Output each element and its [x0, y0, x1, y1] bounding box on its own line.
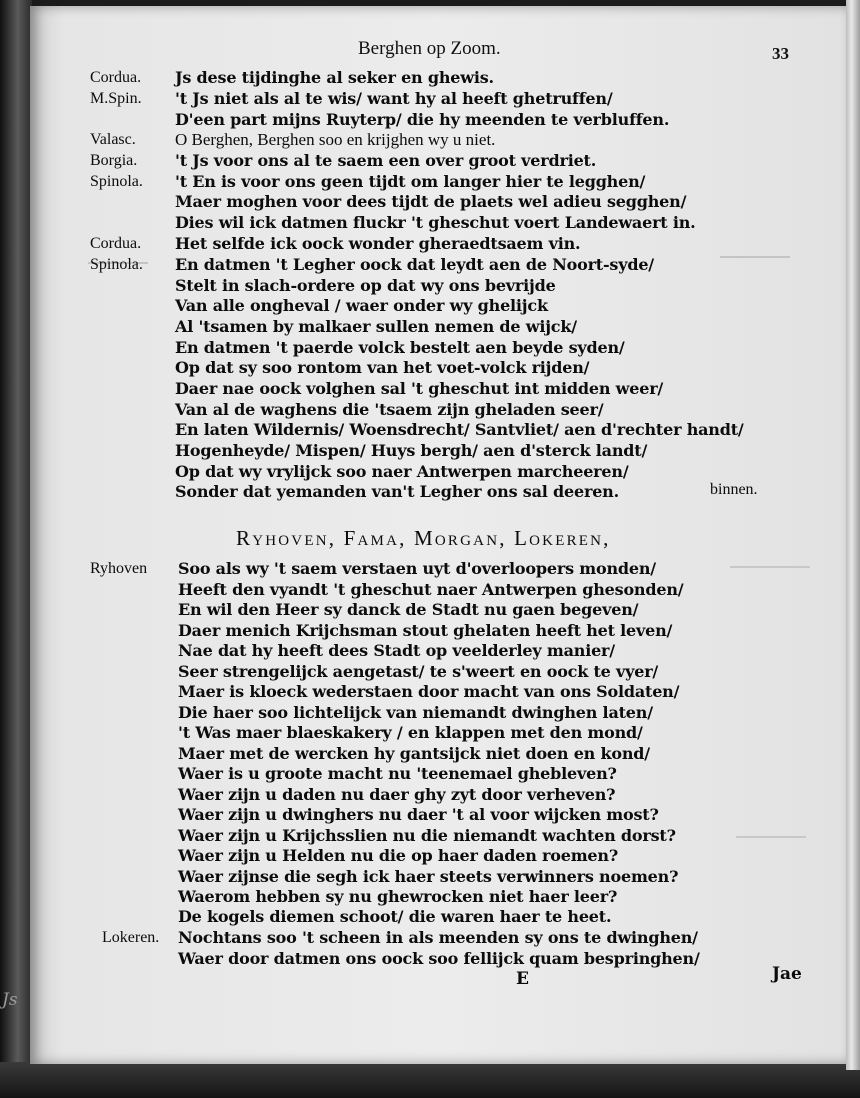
verse-line: Waer door datmen ons oock soo fellijck quam bespringhen/	[178, 949, 700, 968]
verse-line: En laten Wildernis/ Woensdrecht/ Santvliet/ aen d'rechter handt/	[175, 420, 744, 439]
verse-line: Maer is kloeck wederstaen door macht van ons Soldaten/	[178, 682, 680, 701]
speaker-label: Cordua.	[90, 235, 142, 252]
show-through-mark	[720, 256, 790, 268]
verse-line: Op dat wy vrylijck soo naer Antwerpen marcheeren/	[175, 462, 629, 481]
verse-line: Js dese tijdinghe al seker en ghewis.	[175, 68, 494, 87]
stage-direction: binnen.	[710, 481, 758, 498]
page-edge	[846, 0, 860, 1070]
verse-line: Heeft den vyandt 't gheschut naer Antwerpen ghesonden/	[178, 580, 684, 599]
verse-line: Waer is u groote macht nu 'teenemael ghebleven?	[178, 764, 617, 783]
speaker-label: Valasc.	[90, 131, 136, 148]
speaker-label: Ryhoven	[90, 560, 148, 577]
speaker-label: Spinola.	[90, 173, 143, 190]
verse-line: Soo als wy 't saem verstaen uyt d'overloopers monden/	[178, 559, 656, 578]
verse-line: En wil den Heer sy danck de Stadt nu gaen begeven/	[178, 600, 639, 619]
scan-bottom-shadow	[0, 1062, 860, 1098]
verse-line: Nae dat hy heeft dees Stadt op veelderley manier/	[178, 641, 615, 660]
verse-line: Waer zijn u daden nu daer ghy zyt door verheven?	[178, 785, 616, 804]
verse-line: O Berghen, Berghen soo en krijghen wy u niet.	[175, 130, 496, 149]
verse-line: Het selfde ick oock wonder gheraedtsaem vin.	[175, 234, 581, 253]
speaker-label: Lokeren.	[102, 929, 160, 946]
verse-line: Waer zijnse die segh ick haer steets verwinners noemen?	[178, 867, 679, 886]
verse-line: 't En is voor ons geen tijdt om langer hier te legghen/	[175, 172, 646, 191]
verse-line: Waer zijn u Helden nu die op haer daden roemen?	[178, 846, 619, 865]
speaker-label: Spinola.	[90, 256, 143, 273]
speaker-label: Cordua.	[90, 69, 142, 86]
facing-page-bleed-text: Js	[2, 990, 18, 1010]
verse-line: Die haer soo lichtelijck van niemandt dwinghen laten/	[178, 703, 653, 722]
verse-line: En datmen 't Legher oock dat leydt aen de Noort-syde/	[175, 255, 654, 274]
scene-heading: Ryhoven, Fama, Morgan, Lokeren,	[236, 526, 611, 550]
verse-line: Stelt in slach-ordere op dat wy ons bevrijde	[175, 276, 556, 295]
verse-line: Van al de waghens die 'tsaem zijn gheladen seer/	[175, 400, 604, 419]
page-number: 33	[772, 44, 789, 63]
verse-line: 't Js niet als al te wis/ want hy al heeft ghetruffen/	[175, 89, 613, 108]
verse-line: Daer menich Krijchsman stout ghelaten heeft het leven/	[178, 621, 673, 640]
verse-line: Waerom hebben sy nu ghewrocken niet haer leer?	[178, 887, 618, 906]
speaker-label: Borgia.	[90, 152, 138, 169]
running-head: Berghen op Zoom.	[358, 38, 501, 59]
signature-mark: E	[516, 969, 529, 989]
verse-line: Waer zijn u Krijchsslien nu die niemandt wachten dorst?	[178, 826, 676, 845]
verse-line: D'een part mijns Ruyterp/ die hy meenden te verbluffen.	[175, 110, 670, 129]
verse-line: 't Was maer blaeskakery / en klappen met den mond/	[178, 723, 643, 742]
verse-line: En datmen 't paerde volck bestelt aen beyde syden/	[175, 338, 625, 357]
verse-line: Maer met de wercken hy gantsijck niet doen en kond/	[178, 744, 650, 763]
show-through-mark	[730, 566, 810, 578]
verse-line: Nochtans soo 't scheen in als meenden sy ons te dwinghen/	[178, 928, 698, 947]
show-through-mark	[736, 836, 806, 848]
verse-line: Maer moghen voor dees tijdt de plaets wel adieu segghen/	[175, 192, 687, 211]
verse-line: Van alle ongheval / waer onder wy ghelijck	[175, 296, 548, 315]
verse-line: Op dat sy soo rontom van het voet-volck rijden/	[175, 358, 590, 377]
verse-line: 't Js voor ons al te saem een over groot verdriet.	[175, 151, 597, 170]
catchword: Jae	[772, 964, 802, 984]
verse-line: Daer nae oock volghen sal 't gheschut int midden weer/	[175, 379, 664, 398]
verse-line: Hogenheyde/ Mispen/ Huys bergh/ aen d'sterck landt/	[175, 441, 648, 460]
verse-line: De kogels diemen schoot/ die waren haer te heet.	[178, 907, 612, 926]
speaker-label: M.Spin.	[90, 90, 142, 107]
verse-line: Waer zijn u dwinghers nu daer 't al voor wijcken most?	[178, 805, 659, 824]
scan-binding-shadow	[0, 0, 32, 1098]
verse-line: Seer strengelijck aengetast/ te s'weert en oock te vyer/	[178, 662, 659, 681]
verse-line: Dies wil ick datmen fluckr 't gheschut voert Landewaert in.	[175, 213, 696, 232]
verse-line: Al 'tsamen by malkaer sullen nemen de wijck/	[175, 317, 577, 336]
book-page	[30, 6, 846, 1064]
verse-line: Sonder dat yemanden van't Legher ons sal deeren.	[175, 482, 619, 501]
